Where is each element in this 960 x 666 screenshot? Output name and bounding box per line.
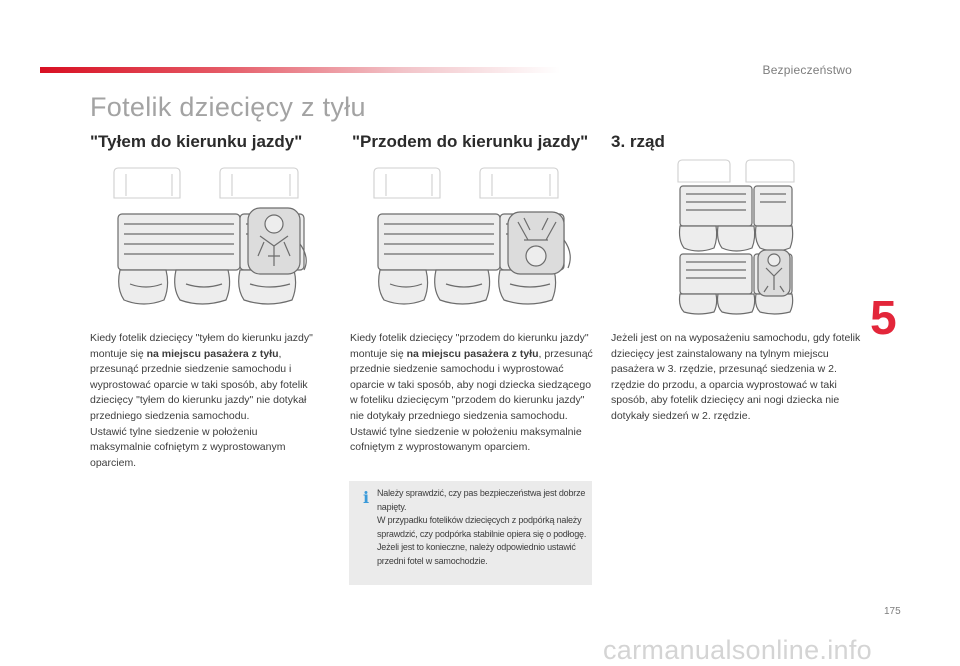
heading-rear-facing: "Tyłem do kierunku jazdy" xyxy=(90,132,303,151)
forward-facing-seat-illustration xyxy=(372,160,578,312)
section-name: Bezpieczeństwo xyxy=(762,63,852,77)
heading-forward-facing: "Przodem do kierunku jazdy" xyxy=(352,132,589,151)
third-row-seat-illustration xyxy=(676,156,798,316)
chapter-number: 5 xyxy=(870,292,897,345)
rear-facing-seat-illustration xyxy=(112,160,318,312)
header-accent-bar xyxy=(40,67,560,73)
watermark: carmanualsonline.info xyxy=(603,635,872,665)
third-row-text: Jeżeli jest on na wyposażeniu samochodu, gdy fotelik dziecięcy jest zainstalowany na tylnym miejscu pasażera w 3. rzędzie, przesunąć siedzenia w 2. rzędzie do przodu, a oparcia wyprostować w taki sposób, aby fotelik dziecięcy ani nogi dziecka nie dotykały siedzeń w 2. rzędzie. xyxy=(611,332,861,422)
info-icon: i xyxy=(363,488,370,507)
info-text: Należy sprawdzić, czy pas bezpieczeństwa jest dobrze napięty. W przypadku fotelików dziecięcych z podpórką należy sprawdzić, czy podpórka stabilnie opiera się o podłogę. Jeżeli jest to konieczne, należy odpowiednio ustawić przedni fotel w samochodzie. xyxy=(377,488,587,566)
info-box xyxy=(349,481,592,585)
forward-facing-text: Kiedy fotelik dziecięcy "przodem do kierunku jazdy" montuje się na miejscu pasażera z tyłu, przesunąć przednie siedzenie samochodu i wyprostować oparcie w taki sposób, aby nogi dziecka siedzącego w foteliku dziecięcym "przodem do kierunku jazdy" nie dotykały przedniego siedzenia samochodu. Ustawić tylne siedzenie w położeniu maksymalnie cofniętym z wyprostowanym oparciem. xyxy=(350,332,593,454)
rear-facing-text: Kiedy fotelik dziecięcy "tyłem do kierunku jazdy" montuje się na miejscu pasażera z tyłu, przesunąć przednie siedzenie samochodu i wyprostować oparcie w taki sposób, aby fotelik dziecięcy "tyłem do kierunku jazdy" nie dotykał przedniego siedzenia samochodu. Ustawić tylne siedzenie w położeniu maksymalnie cofniętym z wyprostowanym oparciem. xyxy=(90,332,313,469)
heading-third-row: 3. rząd xyxy=(611,132,665,151)
page-number: 175 xyxy=(884,606,901,617)
page-title: Fotelik dziecięcy z tyłu xyxy=(90,92,366,122)
